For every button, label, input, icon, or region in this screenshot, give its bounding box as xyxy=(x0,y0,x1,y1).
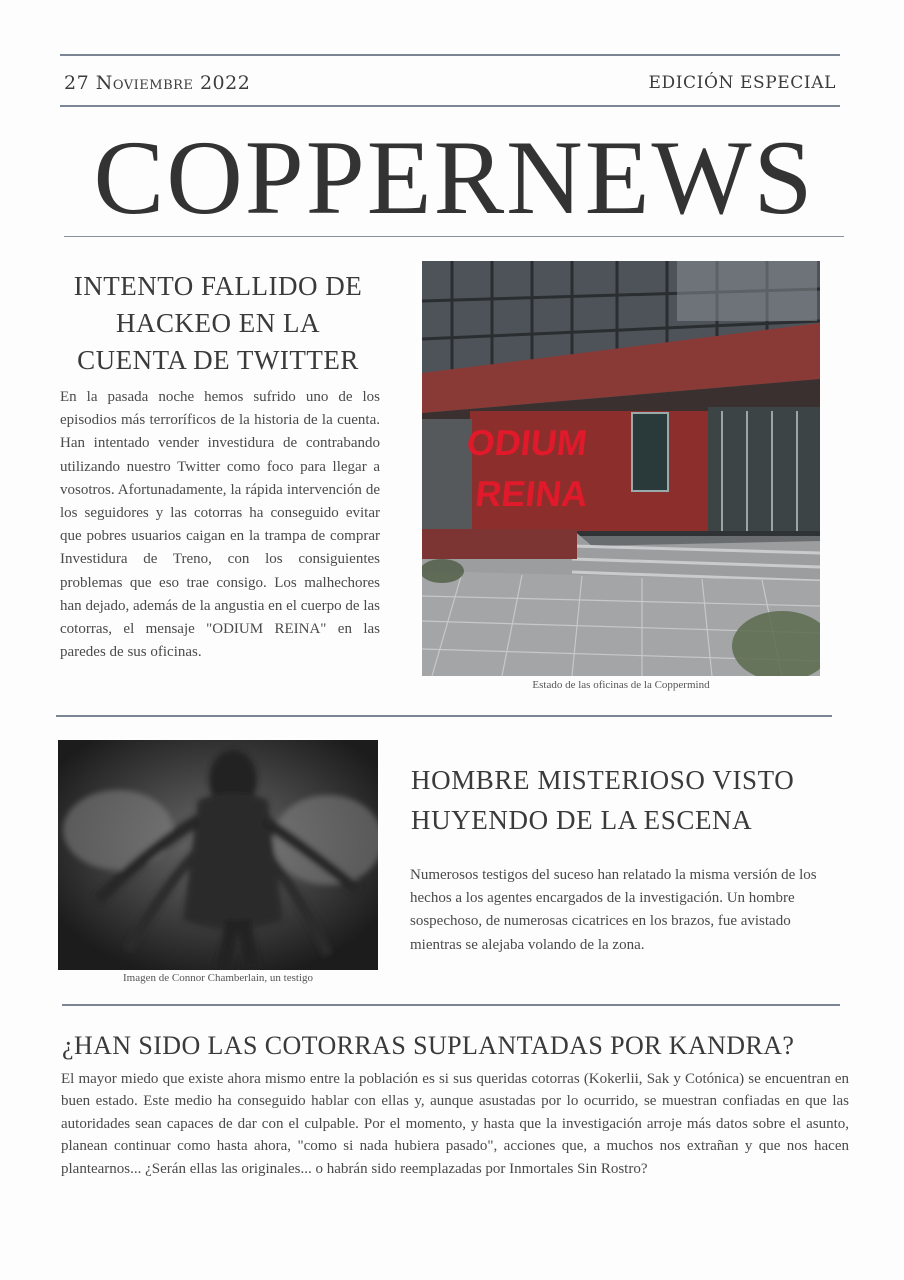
office-photo-caption: Estado de las oficinas de la Coppermind xyxy=(532,679,710,691)
article1-body: En la pasada noche hemos sufrido uno de los episodios más terroríficos de la historia de la cuenta. Han intentado vender investidura de contrabando utilizando nuestro Twitter como foco para llegar a vosotros. Afortunadamente, la rápida intervención de los seguidores y las cotorras ha conseguido evitar que pobres usuarios caigan en la trampa de comprar Investidura de Treno, con los consiguientes problemas que eso trae consigo. Los malhechores han dejado, además de la angustia en el cuerpo de las cotorras, el mensaje "ODIUM REINA" en las paredes de sus oficinas. xyxy=(60,389,380,661)
graffiti-line1: ODIUM xyxy=(464,422,590,463)
witness-photo-caption: Imagen de Connor Chamberlain, un testigo xyxy=(122,972,313,984)
section-rule-2 xyxy=(62,1004,840,1006)
section-rule-1 xyxy=(56,715,832,717)
article2-body: Numerosos testigos del suceso han relatado la misma versión de los hechos a los agentes encargados de la investigación. Un hombre sospechoso, de numerosas cicatrices en los brazos, fue avistado mientras se alejaba volando de la zona. xyxy=(410,867,817,953)
masthead-rule xyxy=(64,236,844,237)
issue-date: 27 Noviembre 2022 xyxy=(64,72,251,94)
header-rule xyxy=(60,105,840,107)
graffiti-line2: REINA xyxy=(473,473,590,514)
edition-label: EDICIÓN ESPECIAL xyxy=(648,73,836,93)
article3-body: El mayor miedo que existe ahora mismo entre la población es si sus queridas cotorras (Kokerlii, Sak y Cotónica) se encuentran en buen estado. Este medio ha conseguido hablar con ellas y, aunque asustadas por lo ocurrido, se muestran confiadas en que las autoridades sean capaces de dar con el culpable. Por el momento, y hasta que la investigación arroje más datos sobre el asunto, planean continuar como hasta ahora, "como si nada hubiera pasado", acciones que, a muchos nos extrañan y que nos hacen plantearnos... ¿Serán ellas las originales... o habrán sido reemplazadas por Inmortales Sin Rostro? xyxy=(61,1071,849,1177)
article2-headline: HOMBRE MISTERIOSO VISTO HUYENDO DE LA ESCENA xyxy=(411,765,795,835)
top-rule xyxy=(60,54,840,56)
witness-photo xyxy=(58,740,378,970)
office-photo xyxy=(422,261,820,676)
masthead-title: COPPERNEWS xyxy=(93,119,815,236)
article1-headline: INTENTO FALLIDO DE HACKEO EN LA CUENTA DE TWITTER xyxy=(73,271,363,375)
article3-headline: ¿HAN SIDO LAS COTORRAS SUPLANTADAS POR KANDRA? xyxy=(62,1031,795,1060)
